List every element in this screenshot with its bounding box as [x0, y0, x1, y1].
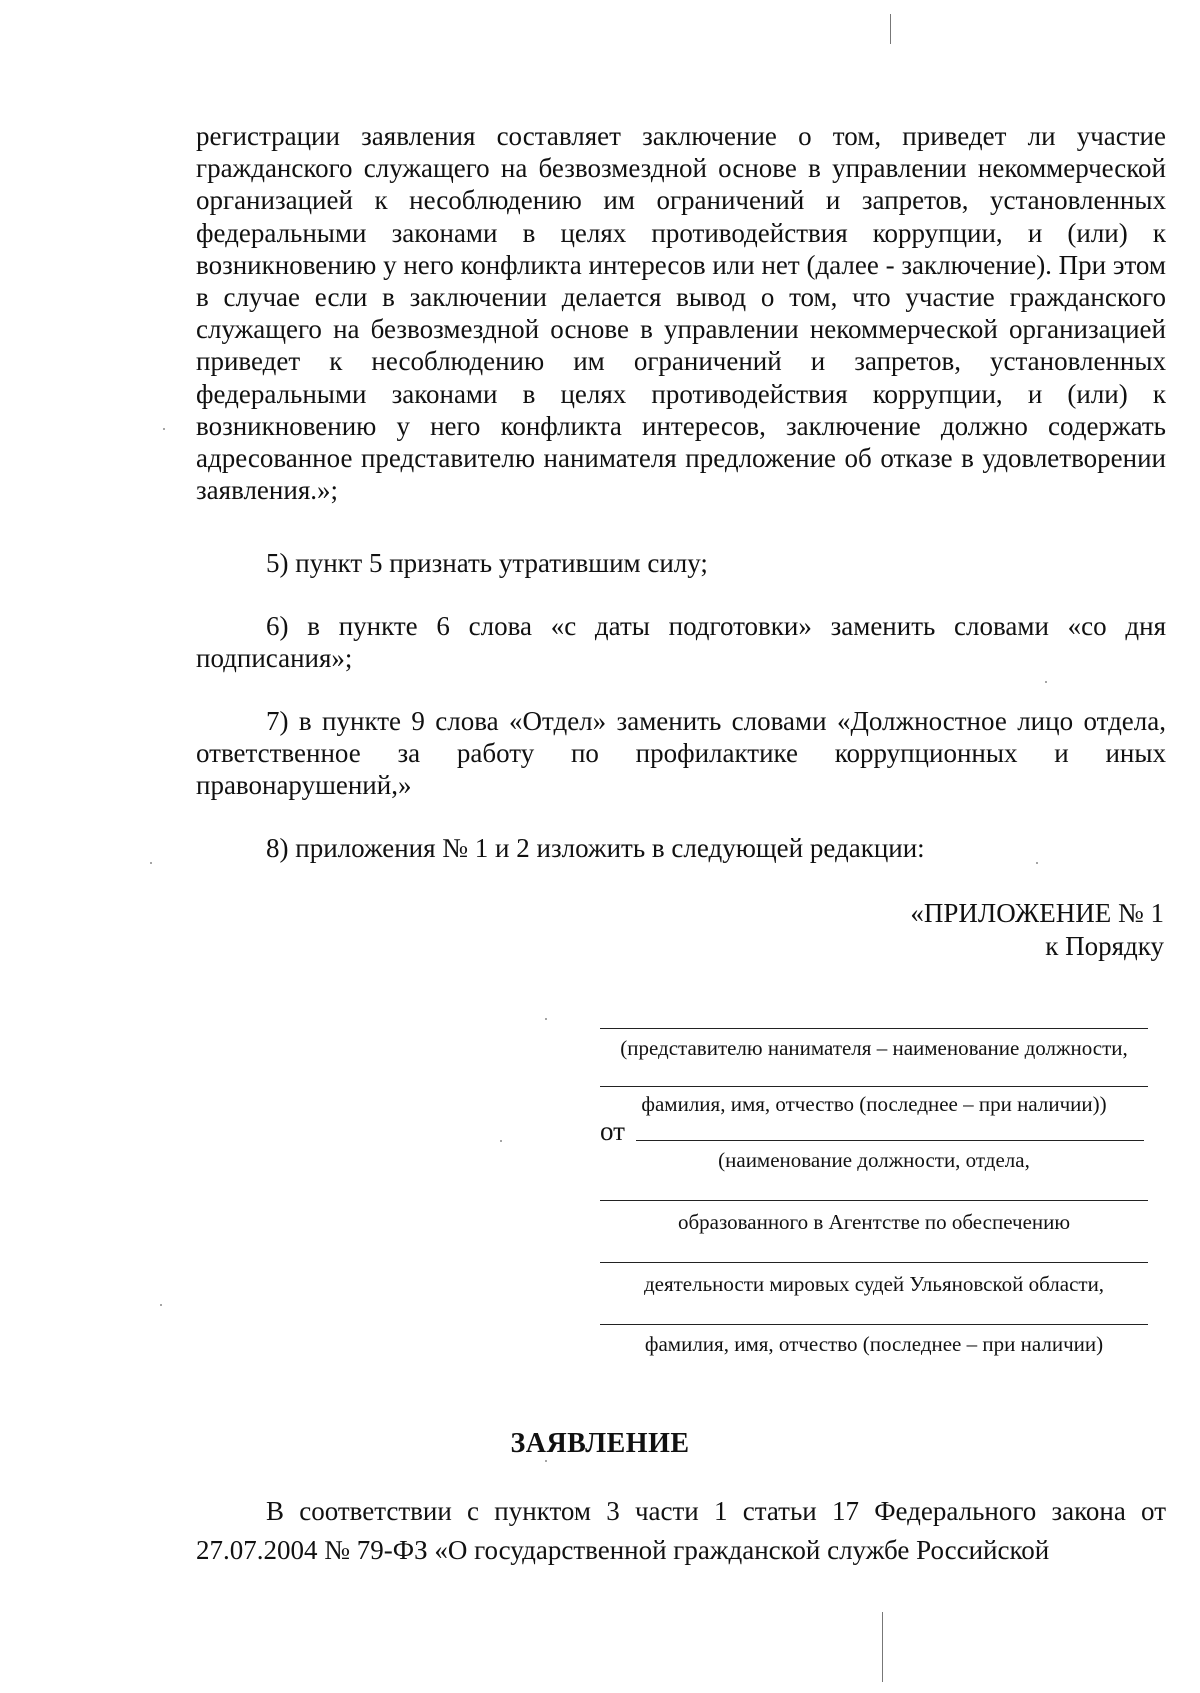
scan-speck [1045, 681, 1047, 683]
applicant-position-caption: (наименование должности, отдела, [718, 1148, 1030, 1172]
statement-paragraph: В соответствии с пунктом 3 части 1 статьи 17 Федерального закона от 27.07.2004 № 79-ФЗ «О государственной гражданской службе Российской [196, 1496, 1166, 1565]
appendix-header [744, 897, 1164, 963]
scan-speck [545, 1018, 547, 1020]
scan-speck [545, 1460, 547, 1462]
applicant-agency-caption: деятельности мировых судей Ульяновской области, [643, 1272, 1105, 1296]
scan-artifact-bottom [882, 1612, 883, 1682]
appendix-title: «ПРИЛОЖЕНИЕ № 1 [910, 898, 1164, 928]
addressee-name-line [600, 1086, 1148, 1087]
applicant-agency-line [600, 1262, 1148, 1263]
scan-speck [163, 428, 165, 430]
addressee-name-caption: фамилия, имя, отчество (последнее – при наличии)) [641, 1092, 1107, 1116]
item-7-paragraph: 7) в пункте 9 слова «Отдел» заменить словами «Должностное лицо отдела, ответственное за работу по профилактике коррупционных и иных правонарушений,» [196, 706, 1166, 801]
applicant-department-caption: образованного в Агентстве по обеспечению [677, 1210, 1071, 1234]
applicant-department-line [600, 1200, 1148, 1201]
scan-speck [150, 862, 152, 864]
from-label: от [600, 1116, 625, 1146]
scan-speck [160, 1304, 162, 1306]
statement-title: ЗАЯВЛЕНИЕ [510, 1428, 690, 1459]
appendix-subtitle: к Порядку [1045, 931, 1164, 961]
continuation-paragraph: регистрации заявления составляет заключение о том, приведет ли участие гражданского служащего на безвозмездной основе в управлении некоммерческой организацией к несоблюдению им ограничений и запретов, установленных федеральными законами в целях противодействия коррупции, и (или) к возникновению у него конфликта интересов или нет (далее - заключение). При этом в случае если в заключении делается вывод о том, что участие гражданского служащего на безвозмездной основе в управлении некоммерческой организацией приведет к несоблюдению им ограничений и запретов, установленных федеральными законами в целях противодействия коррупции, и (или) к возникновению у него конфликта интересов, заключение должно содержать адресованное представителю нанимателя предложение об отказе в удовлетворении заявления.»; [196, 121, 1166, 506]
item-8-paragraph: 8) приложения № 1 и 2 изложить в следующей редакции: [266, 833, 925, 863]
item-6-paragraph: 6) в пункте 6 слова «с даты подготовки» заменить словами «со дня подписания»; [196, 611, 1166, 674]
addressee-position-caption: (представителю нанимателя – наименование должности, [620, 1036, 1128, 1060]
applicant-name-caption: фамилия, имя, отчество (последнее – при наличии) [644, 1332, 1104, 1356]
applicant-position-line [636, 1140, 1144, 1141]
applicant-name-line [600, 1324, 1148, 1325]
item-5-paragraph: 5) пункт 5 признать утратившим силу; [266, 548, 708, 578]
scan-speck [1036, 862, 1038, 864]
scan-artifact-top [890, 14, 891, 44]
addressee-position-line [600, 1028, 1148, 1029]
scan-speck [500, 1140, 502, 1142]
